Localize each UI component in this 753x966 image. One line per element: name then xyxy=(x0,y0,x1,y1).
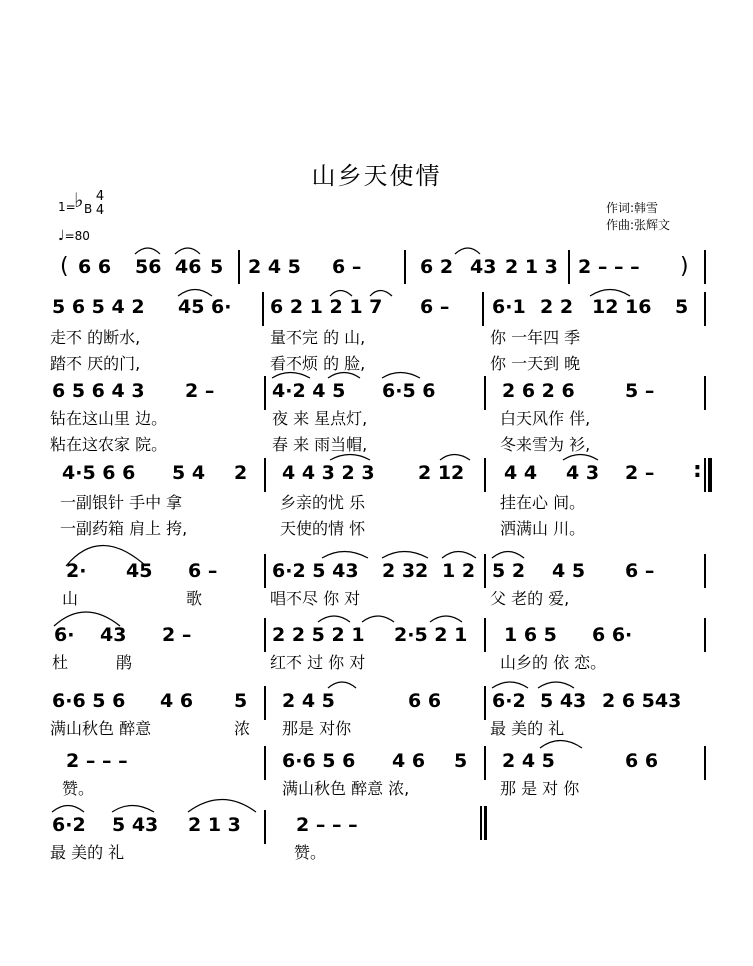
lyric-line: 歌 xyxy=(186,589,203,608)
note-group: 2 – – – xyxy=(578,256,640,278)
repeat-dots: : xyxy=(693,458,702,483)
lyric-line: 你 一年四 季 xyxy=(490,328,581,347)
barline xyxy=(484,376,486,410)
slur xyxy=(430,616,462,622)
barline xyxy=(404,250,406,284)
note-group: 2 6 543 xyxy=(602,690,682,712)
note-group: 6·2 5 43 xyxy=(272,560,359,582)
lyricist: 作词:韩雪 xyxy=(606,201,659,215)
slur xyxy=(188,800,256,813)
tempo-value: =80 xyxy=(64,229,90,243)
barline xyxy=(704,618,706,652)
barline xyxy=(484,746,486,780)
final-barline-thin xyxy=(480,806,482,840)
lyric-line: 杜 xyxy=(52,653,69,672)
note-group: 6 5 6 4 3 xyxy=(52,380,145,402)
lyric-line: 踏不 厌的门, xyxy=(50,354,141,373)
lyric-line: 最 美的 礼 xyxy=(50,843,125,862)
note-group: 2 – xyxy=(162,624,192,646)
barline xyxy=(704,250,706,284)
note-group: 2 4 5 xyxy=(502,750,555,772)
note-group: 4 6 xyxy=(392,750,426,772)
repeat-barline-thick xyxy=(708,458,712,492)
lyric-line: 唱不尽 你 对 xyxy=(270,589,361,608)
key-prefix: 1= xyxy=(58,200,76,214)
note-group: 2 2 5 2 1 xyxy=(272,624,365,646)
note-group: 6·2 xyxy=(492,690,526,712)
paren-close: ) xyxy=(680,254,689,279)
note-group: 2 12 xyxy=(418,462,465,484)
credits xyxy=(606,200,670,234)
slur xyxy=(540,741,582,749)
lyric-line: 父 老的 爱, xyxy=(490,589,570,608)
barline xyxy=(704,554,706,588)
slur xyxy=(382,373,420,379)
barline xyxy=(704,376,706,410)
lyric-line: 赞。 xyxy=(294,843,327,862)
note-group: 4 4 3 2 3 xyxy=(282,462,375,484)
flat-symbol: ♭ xyxy=(74,188,84,212)
note-group: 43 xyxy=(470,256,497,278)
time-bottom: 4 xyxy=(95,203,105,218)
lyric-line: 挂在心 间。 xyxy=(500,493,586,512)
lyric-line: 看不烦 的 脸, xyxy=(270,354,366,373)
lyric-line: 浓 xyxy=(234,719,251,738)
slur xyxy=(112,806,154,813)
barline xyxy=(238,250,240,284)
note-group: 5 xyxy=(675,296,689,318)
note-group: 6·6 5 6 xyxy=(52,690,126,712)
note-group: 6 2 1 2 1 7 xyxy=(270,296,383,318)
slur xyxy=(492,552,524,559)
note-group: 5 43 xyxy=(112,814,159,836)
barline xyxy=(568,250,570,284)
barline xyxy=(482,292,484,326)
note-group: 6 6· xyxy=(592,624,633,646)
note-group: 6·2 xyxy=(52,814,86,836)
note-group: 46 xyxy=(175,256,202,278)
note-group: 6 6 xyxy=(408,690,442,712)
lyric-line: 山 xyxy=(62,589,79,608)
lyric-line: 一副药箱 肩上 挎, xyxy=(60,519,188,538)
composer: 作曲:张辉文 xyxy=(606,218,671,232)
note-group: 2 1 3 xyxy=(505,256,558,278)
barline xyxy=(264,810,266,844)
lyric-line: 冬来雪为 衫, xyxy=(500,435,591,454)
note-group: 5 xyxy=(234,690,248,712)
note-group: 4·2 4 5 xyxy=(272,380,346,402)
note-group: 6 6 xyxy=(78,256,112,278)
song-title: 山乡天使情 xyxy=(311,162,442,190)
note-group: 12 16 xyxy=(592,296,652,318)
lyric-line: 一副银针 手中 拿 xyxy=(60,493,183,512)
lyric-line: 山乡的 依 恋。 xyxy=(500,653,607,672)
slur xyxy=(455,248,480,254)
note-group: 5 4 xyxy=(172,462,206,484)
lyric-line: 红不 过 你 对 xyxy=(270,653,366,672)
slur xyxy=(328,682,356,688)
note-group: 6 6 xyxy=(625,750,659,772)
lyric-line: 粘在这农家 院。 xyxy=(50,435,168,454)
note-group: 5 xyxy=(210,256,224,278)
slur xyxy=(382,552,428,559)
note-group: 6 2 xyxy=(420,256,454,278)
note-group: 2· xyxy=(66,560,87,582)
note-group: 2 xyxy=(234,462,248,484)
note-group: 6·5 6 xyxy=(382,380,436,402)
lyric-line: 鹃 xyxy=(116,653,133,672)
lyric-line: 白天风作 伴, xyxy=(500,409,591,428)
lyric-line: 那是 对你 xyxy=(282,719,352,738)
lyric-line: 满山秋色 醉意 xyxy=(50,719,152,738)
note-group: 2 1 3 xyxy=(188,814,241,836)
note-group: 5 43 xyxy=(540,690,587,712)
note-group: 2 – xyxy=(185,380,215,402)
barline xyxy=(484,686,486,720)
note-group: 2 6 2 6 xyxy=(502,380,575,402)
slur xyxy=(442,552,476,559)
final-barline-thick xyxy=(484,806,487,840)
note-group: 2·5 2 1 xyxy=(394,624,468,646)
note-group: 2 4 5 xyxy=(282,690,335,712)
slur xyxy=(52,806,84,813)
note-group: 2 4 5 xyxy=(248,256,301,278)
barline xyxy=(264,618,266,652)
note-group: 56 xyxy=(135,256,162,278)
slur xyxy=(440,455,470,461)
lyric-line: 你 一天到 晚 xyxy=(490,354,581,373)
slur xyxy=(318,616,350,622)
slur xyxy=(362,616,394,622)
lyric-line: 洒满山 川。 xyxy=(500,519,586,538)
note-group: 2 32 xyxy=(382,560,429,582)
key-note: B xyxy=(84,202,93,216)
barline xyxy=(484,618,486,652)
slur xyxy=(563,455,598,461)
note-group: 5 xyxy=(454,750,468,772)
note-group: 2 2 xyxy=(540,296,574,318)
note-group: 6 – xyxy=(332,256,362,278)
time-signature xyxy=(94,190,106,218)
note-group: 1 2 xyxy=(442,560,476,582)
note-group: 4·5 6 6 xyxy=(62,462,136,484)
lyric-line: 走不 的断水, xyxy=(50,328,141,347)
barline xyxy=(484,458,486,492)
lyric-line: 满山秋色 醉意 浓, xyxy=(282,779,410,798)
note-group: 5 – xyxy=(625,380,655,402)
slur xyxy=(322,552,368,559)
note-group: 5 2 xyxy=(492,560,526,582)
note-group: 45 xyxy=(126,560,153,582)
note-group: 6·6 5 6 xyxy=(282,750,356,772)
note-group: 2 – – – xyxy=(66,750,128,772)
barline xyxy=(264,686,266,720)
slur xyxy=(538,682,574,688)
note-group: 6·1 xyxy=(492,296,526,318)
barline xyxy=(264,458,266,492)
barline xyxy=(262,292,264,326)
note-group: 4 5 xyxy=(552,560,586,582)
tempo-marking xyxy=(58,228,90,244)
note-group: 4 4 xyxy=(504,462,538,484)
note-group: 6 – xyxy=(188,560,218,582)
note-group: 5 6 5 4 2 xyxy=(52,296,145,318)
lyric-line: 天使的情 怀 xyxy=(280,519,366,538)
note-group: 4 3 xyxy=(566,462,600,484)
barline xyxy=(264,554,266,588)
note-group: 2 – xyxy=(625,462,655,484)
lyric-line: 春 来 雨当帽, xyxy=(272,435,368,454)
note-group: 45 6· xyxy=(178,296,232,318)
note-group: 6 – xyxy=(420,296,450,318)
barline xyxy=(704,746,706,780)
slur xyxy=(175,248,200,254)
key-signature xyxy=(58,188,93,216)
barline xyxy=(484,554,486,588)
barline xyxy=(704,292,706,326)
note-group: 43 xyxy=(100,624,127,646)
barline xyxy=(264,376,266,410)
note-group: 6· xyxy=(54,624,75,646)
lyric-line: 夜 来 星点灯, xyxy=(272,409,368,428)
barline xyxy=(264,746,266,780)
note-group: 6 – xyxy=(625,560,655,582)
slur xyxy=(330,455,370,461)
lyric-line: 最 美的 礼 xyxy=(490,719,565,738)
note-group: 4 6 xyxy=(160,690,194,712)
lyric-line: 那 是 对 你 xyxy=(500,779,580,798)
slur xyxy=(135,248,160,254)
lyric-line: 赞。 xyxy=(62,779,95,798)
paren-open: ( xyxy=(60,254,69,279)
repeat-barline-thin xyxy=(704,458,706,492)
time-top: 4 xyxy=(95,189,105,204)
note-group: 1 6 5 xyxy=(504,624,557,646)
slur xyxy=(492,682,528,688)
lyric-line: 乡亲的忧 乐 xyxy=(280,493,366,512)
quarter-note-icon: ♩ xyxy=(58,228,65,244)
lyric-line: 钻在这山里 边。 xyxy=(50,409,168,428)
note-group: 2 – – – xyxy=(296,814,358,836)
lyric-line: 量不完 的 山, xyxy=(270,328,366,347)
